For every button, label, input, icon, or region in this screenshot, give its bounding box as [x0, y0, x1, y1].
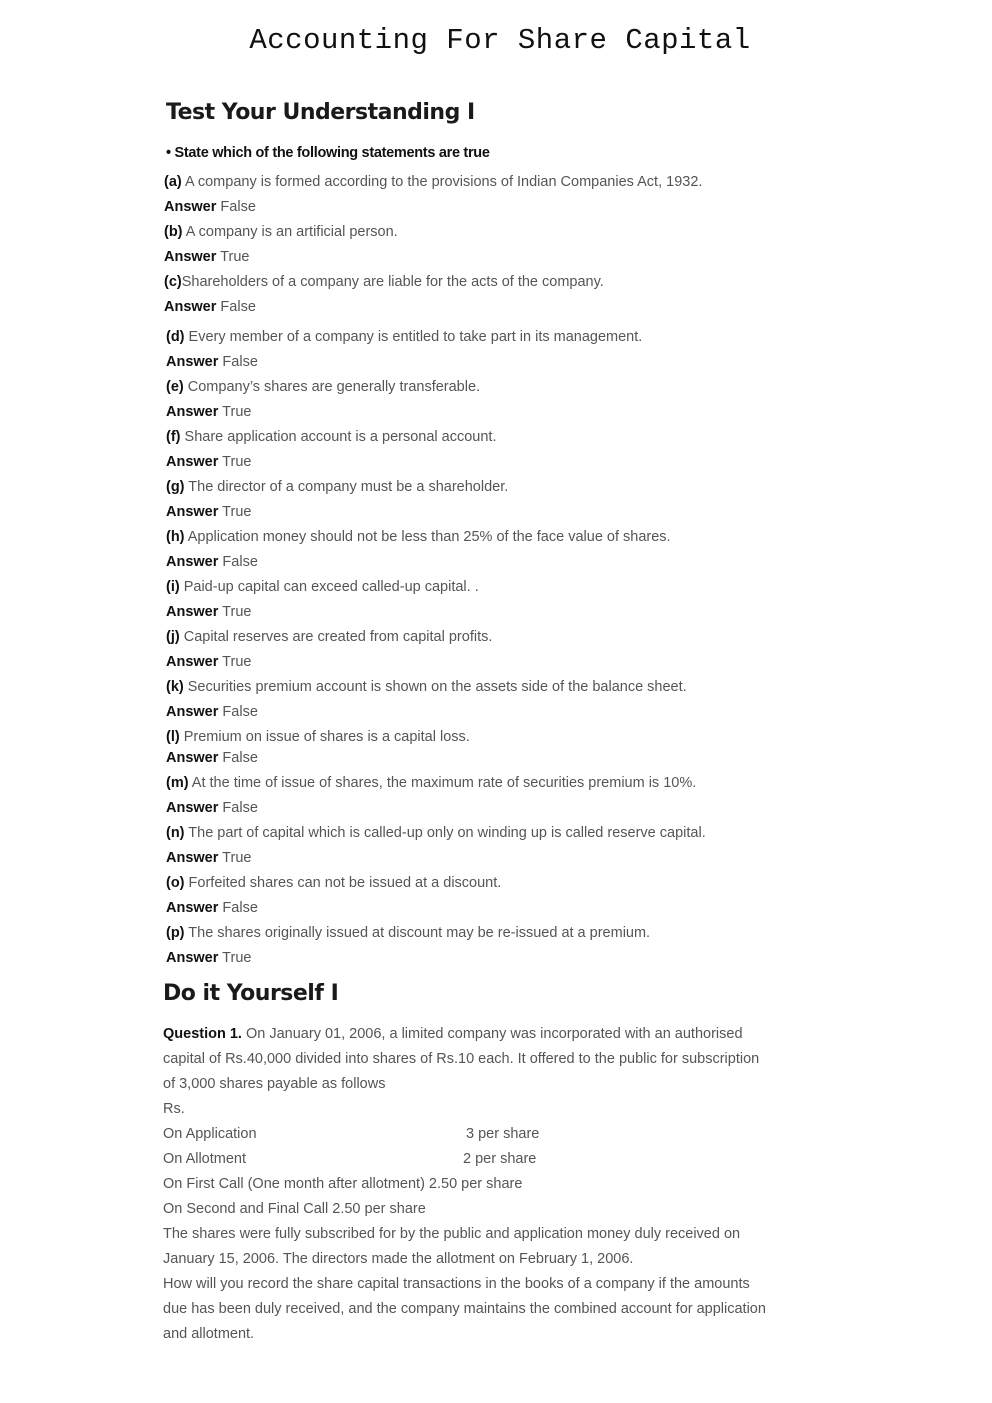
- statement-item: [166, 925, 650, 941]
- answer-value: True: [222, 404, 252, 420]
- answer-line: [166, 800, 258, 816]
- answer-value: False: [220, 199, 256, 215]
- statement-text: At the time of issue of shares, the maximum rate of securities premium is 10%.: [188, 775, 697, 791]
- question-line: [163, 1026, 743, 1042]
- statement-label: (b): [164, 224, 183, 240]
- schedule-row-label: On Second and Final Call 2.50 per share: [163, 1201, 426, 1217]
- answer-label: Answer: [164, 199, 217, 215]
- statement-text: The director of a company must be a shareholder.: [184, 479, 509, 495]
- statement-text: Capital reserves are created from capital profits.: [179, 629, 493, 645]
- statement-text: Company’s shares are generally transferable.: [183, 379, 481, 395]
- answer-line: [166, 454, 251, 470]
- answer-label: Answer: [166, 704, 219, 720]
- statement-label: (i): [166, 579, 180, 595]
- statement-text: The shares originally issued at discount may be re-issued at a premium.: [184, 925, 651, 941]
- answer-line: [166, 654, 251, 670]
- answer-value: False: [222, 750, 258, 766]
- closing-line: due has been duly received, and the company maintains the combined account for application: [163, 1301, 766, 1317]
- answer-line: [164, 299, 256, 315]
- answer-label: Answer: [166, 554, 219, 570]
- statement-label: (a): [164, 174, 182, 190]
- section-heading-do-it-yourself: Do it Yourself I: [163, 981, 339, 1006]
- statement-item: [166, 479, 508, 495]
- statement-label: (m): [166, 775, 189, 791]
- statement-item: [164, 174, 702, 190]
- closing-line: and allotment.: [163, 1326, 255, 1342]
- statement-text: Paid-up capital can exceed called-up capital. .: [179, 579, 479, 595]
- answer-line: [166, 704, 258, 720]
- answer-value: True: [222, 850, 252, 866]
- statement-label: (o): [166, 875, 185, 891]
- answer-value: True: [220, 249, 250, 265]
- statement-text: Application money should not be less than 25% of the face value of shares.: [184, 529, 671, 545]
- currency-label: Rs.: [163, 1101, 185, 1117]
- answer-line: [166, 900, 258, 916]
- answer-value: True: [222, 950, 252, 966]
- answer-label: Answer: [166, 900, 219, 916]
- statement-text: Premium on issue of shares is a capital loss.: [179, 729, 470, 745]
- statement-label: (n): [166, 825, 185, 841]
- statement-label: (h): [166, 529, 185, 545]
- question-line: capital of Rs.40,000 divided into shares of Rs.10 each. It offered to the public for subscription: [163, 1051, 760, 1067]
- schedule-row-amount: 3 per share: [466, 1126, 540, 1142]
- statement-label: (p): [166, 925, 185, 941]
- statement-label: (k): [166, 679, 184, 695]
- answer-line: [166, 554, 258, 570]
- answer-value: False: [220, 299, 256, 315]
- answer-value: True: [222, 654, 252, 670]
- schedule-row-label: On Application: [163, 1126, 257, 1142]
- closing-line: January 15, 2006. The directors made the allotment on February 1, 2006.: [163, 1251, 634, 1267]
- statement-item: [164, 274, 604, 290]
- question-text: On January 01, 2006, a limited company was incorporated with an authorised: [241, 1026, 743, 1042]
- closing-line: The shares were fully subscribed for by the public and application money duly received on: [163, 1226, 741, 1242]
- statement-text: Securities premium account is shown on the assets side of the balance sheet.: [183, 679, 687, 695]
- statement-text: A company is an artificial person.: [182, 224, 398, 240]
- statement-label: (c): [164, 274, 182, 290]
- statement-text: Shareholders of a company are liable for the acts of the company.: [181, 274, 604, 290]
- statement-label: (d): [166, 329, 185, 345]
- question-line: of 3,000 shares payable as follows: [163, 1076, 386, 1092]
- answer-label: Answer: [166, 750, 219, 766]
- statement-label: (g): [166, 479, 185, 495]
- answer-label: Answer: [166, 850, 219, 866]
- statement-item: [166, 679, 687, 695]
- answer-line: [166, 604, 251, 620]
- answer-line: [166, 950, 251, 966]
- answer-label: Answer: [166, 604, 219, 620]
- answer-line: [166, 404, 251, 420]
- statement-item: [166, 529, 671, 545]
- instruction-text: • State which of the following statements are true: [166, 145, 490, 161]
- answer-label: Answer: [166, 354, 219, 370]
- statement-item: [164, 224, 398, 240]
- statement-text: Forfeited shares can not be issued at a discount.: [184, 875, 502, 891]
- answer-label: Answer: [164, 249, 217, 265]
- answer-label: Answer: [166, 800, 219, 816]
- statement-item: [166, 379, 480, 395]
- answer-label: Answer: [166, 454, 219, 470]
- answer-label: Answer: [166, 504, 219, 520]
- statement-text: A company is formed according to the provisions of Indian Companies Act, 1932.: [181, 174, 703, 190]
- answer-label: Answer: [166, 404, 219, 420]
- section-heading-test-your-understanding: Test Your Understanding I: [166, 100, 475, 125]
- statement-item: [166, 825, 706, 841]
- closing-line: How will you record the share capital transactions in the books of a company if the amounts: [163, 1276, 750, 1292]
- answer-line: [166, 354, 258, 370]
- answer-value: False: [222, 900, 258, 916]
- statement-label: (j): [166, 629, 180, 645]
- question-label: Question 1.: [163, 1026, 242, 1042]
- answer-label: Answer: [164, 299, 217, 315]
- answer-value: True: [222, 504, 252, 520]
- answer-line: [166, 504, 251, 520]
- answer-value: False: [222, 800, 258, 816]
- statement-item: [166, 329, 642, 345]
- schedule-row-amount: 2 per share: [463, 1151, 537, 1167]
- statement-item: [166, 875, 501, 891]
- page-title: Accounting For Share Capital: [249, 24, 751, 57]
- statement-item: [166, 429, 496, 445]
- statement-label: (l): [166, 729, 180, 745]
- answer-label: Answer: [166, 654, 219, 670]
- statement-item: [166, 629, 492, 645]
- answer-value: False: [222, 704, 258, 720]
- answer-line: [164, 199, 256, 215]
- statement-text: Every member of a company is entitled to take part in its management.: [184, 329, 643, 345]
- answer-label: Answer: [166, 950, 219, 966]
- answer-line: [164, 249, 249, 265]
- answer-line: [166, 850, 251, 866]
- answer-value: False: [222, 554, 258, 570]
- answer-line: [166, 750, 258, 766]
- statement-item: [166, 579, 479, 595]
- statement-item: [166, 775, 696, 791]
- schedule-row-label: On First Call (One month after allotment) 2.50 per share: [163, 1176, 523, 1192]
- statement-text: Share application account is a personal account.: [180, 429, 497, 445]
- answer-value: True: [222, 604, 252, 620]
- statement-item: [166, 729, 470, 745]
- answer-value: False: [222, 354, 258, 370]
- statement-label: (f): [166, 429, 181, 445]
- answer-value: True: [222, 454, 252, 470]
- statement-text: The part of capital which is called-up only on winding up is called reserve capital.: [184, 825, 706, 841]
- statement-label: (e): [166, 379, 184, 395]
- schedule-row-label: On Allotment: [163, 1151, 247, 1167]
